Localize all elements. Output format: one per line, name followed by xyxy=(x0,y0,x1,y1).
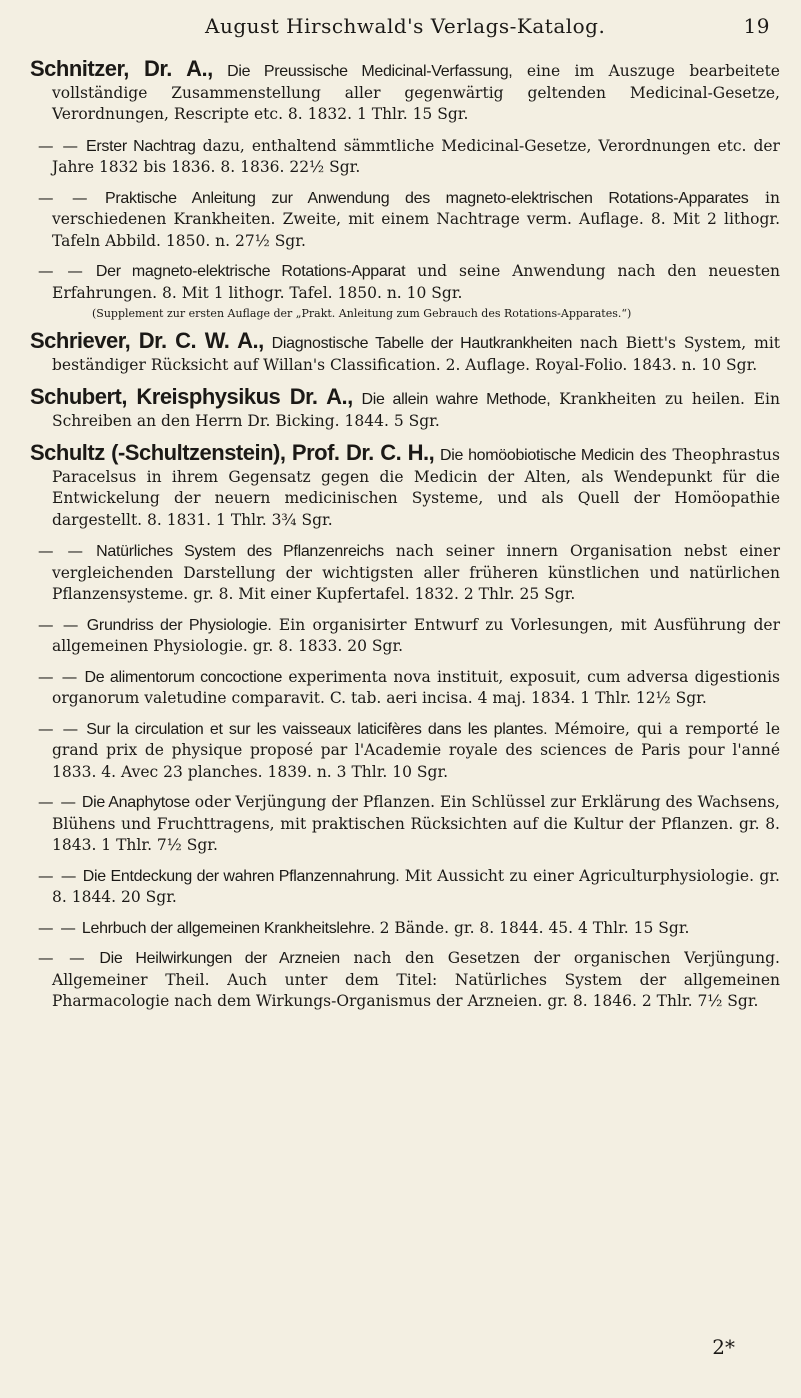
entry-repeat-dash: — — xyxy=(38,262,84,280)
entry-text: des Theophrastus Paracelsus in ihrem Gegensatz gegen die Medicin der Alten, als Wendepunkt für die Entwickelung der neuern medicinischen Systeme, und als Quell der Homöopathie dargestellt. 8. 1831. 1 Thlr. 3¾ Sgr. xyxy=(52,446,780,529)
catalog-page xyxy=(30,0,780,1398)
entry-title: Grundriss der Physiologie. xyxy=(86,616,272,634)
catalog-entry xyxy=(30,136,780,179)
entry-repeat-dash: — — xyxy=(38,542,85,560)
entry-text: nach seiner innern Organisation nebst einer vergleichenden Darstellung der wichtigsten aller früheren künstlichen und natürlichen Pflanzensysteme. gr. 8. Mit einer Kupfertafel. 1832. 2 Thlr. 25 Sgr. xyxy=(52,542,780,603)
entry-text: Mit Aussicht zu einer Agriculturphysiologie. gr. 8. 1844. 20 Sgr. xyxy=(52,866,780,906)
catalog-entry xyxy=(30,866,780,909)
entry-title: Die Entdeckung der wahren Pflanzennahrung. xyxy=(82,867,400,885)
entry-title: Sur la circulation et sur les vaisseaux laticifères dans les plantes. xyxy=(86,720,548,738)
entry-note: (Supplement zur ersten Auflage der „Prakt. Anleitung zum Gebrauch des Rotations-Apparates.“) xyxy=(92,307,632,320)
entry-text: oder Verjüngung der Pflanzen. Ein Schlüssel zur Erklärung des Wachsens, Blühens und Fruchttragens, mit praktischen Rücksichten auf die Kultur der Pflanzen. gr. 8. 1843. 1 Thlr. 7½ Sgr. xyxy=(52,793,780,854)
entry-text: Mémoire, qui a remporté le grand prix de physique proposé par l'Academie royale des sciences de Paris pour l'anné 1833. 4. Avec 23 planches. 1839. n. 3 Thlr. 10 Sgr. xyxy=(52,719,780,781)
entry-repeat-dash: — — xyxy=(38,719,80,738)
entry-repeat-dash: — — xyxy=(38,188,89,207)
catalog-entry xyxy=(30,261,780,321)
entry-list xyxy=(30,58,780,1022)
entry-title: De alimentorum concoctione xyxy=(84,668,283,686)
entry-text: Krankheiten zu heilen. Ein Schreiben an den Herrn Dr. Bicking. 1844. 5 Sgr. xyxy=(52,390,780,430)
entry-author: Schnitzer, Dr. A., xyxy=(30,56,213,81)
entry-text: 2 Bände. gr. 8. 1844. 45. 4 Thlr. 15 Sgr. xyxy=(379,918,690,937)
running-title: August Hirschwald's Verlags-Katalog. xyxy=(205,14,606,38)
catalog-entry xyxy=(30,615,780,658)
entry-title: Die Preussische Medicinal-Verfassung, xyxy=(227,63,513,80)
catalog-entry xyxy=(30,719,780,784)
entry-text: nach den Gesetzen der organischen Verjüngung. Allgemeiner Theil. Auch unter dem Titel: Natürliches System der allgemeinen Pharmacologie nach dem Wirkungs-Organismus der Arzneien. gr. 8. 1846. 2 Thlr. 7½ Sgr. xyxy=(52,949,780,1010)
catalog-entry xyxy=(30,948,780,1013)
entry-text: dazu, enthaltend sämmtliche Medicinal-Gesetze, Verordnungen etc. der Jahre 1832 bis 1836. 8. 1836. 22½ Sgr. xyxy=(52,136,780,176)
entry-repeat-dash: — — xyxy=(38,136,79,155)
page-number: 19 xyxy=(743,14,770,38)
catalog-entry xyxy=(30,58,780,126)
catalog-entry xyxy=(30,541,780,606)
entry-title: Lehrbuch der allgemeinen Krankheitslehre. xyxy=(81,919,375,937)
entry-text: nach Biett's System, mit beständiger Rücksicht auf Willan's Classification. 2. Auflage. Royal-Folio. 1843. n. 10 Sgr. xyxy=(52,334,780,374)
catalog-entry xyxy=(30,188,780,253)
entry-text: in verschiedenen Krankheiten. Zweite, mit einem Nachtrage verm. Auflage. 8. Mit 2 lithogr. Tafeln Abbild. 1850. n. 27½ Sgr. xyxy=(52,188,780,250)
catalog-entry xyxy=(30,792,780,857)
page-header xyxy=(30,14,780,44)
entry-repeat-dash: — — xyxy=(38,667,79,686)
entry-repeat-dash: — — xyxy=(38,918,77,937)
entry-author: Schubert, Kreisphysikus Dr. A., xyxy=(30,384,353,409)
entry-author: Schriever, Dr. C. W. A., xyxy=(30,328,264,353)
entry-text: eine im Auszuge bearbeitete vollständige Zusammenstellung aller gegenwärtig geltenden Medicinal-Gesetze, Verordnungen, Rescripte etc. 8. 1832. 1 Thlr. 15 Sgr. xyxy=(52,62,780,123)
entry-text: experimenta nova instituit, exposuit, cum adversa digestionis organorum valetudine comparavit. C. tab. aeri incisa. 4 maj. 1834. 1 Thlr. 12½ Sgr. xyxy=(52,667,780,707)
entry-title: Die allein wahre Methode, xyxy=(361,391,551,408)
catalog-entry xyxy=(30,667,780,710)
entry-title: Die Anaphytose xyxy=(81,794,190,811)
signature-mark: 2* xyxy=(712,1335,735,1359)
catalog-entry xyxy=(30,442,780,531)
entry-author: Schultz (-Schultzenstein), Prof. Dr. C. H., xyxy=(30,440,435,465)
entry-repeat-dash: — — xyxy=(38,615,80,634)
entry-title: Diagnostische Tabelle der Hautkrankheiten xyxy=(271,335,573,352)
entry-repeat-dash: — — xyxy=(38,949,86,967)
catalog-entry xyxy=(30,918,780,940)
entry-title: Natürliches System des Pflanzenreichs xyxy=(96,543,384,560)
catalog-entry xyxy=(30,386,780,432)
catalog-entry xyxy=(30,330,780,376)
entry-title: Die homöobiotische Medicin xyxy=(440,447,634,464)
entry-text: und seine Anwendung nach den neuesten Erfahrungen. 8. Mit 1 lithogr. Tafel. 1850. n. 10 Sgr. xyxy=(52,262,780,302)
entry-title: Erster Nachtrag xyxy=(86,137,196,155)
entry-text: Ein organisirter Entwurf zu Vorlesungen, mit Ausführung der allgemeinen Physiologie. gr. 8. 1833. 20 Sgr. xyxy=(52,615,780,655)
entry-repeat-dash: — — xyxy=(38,793,77,811)
entry-repeat-dash: — — xyxy=(38,866,78,885)
entry-title: Die Heilwirkungen der Arzneien xyxy=(99,950,340,967)
entry-title: Praktische Anleitung zur Anwendung des magneto-elektrischen Rotations-Apparates xyxy=(105,189,749,207)
entry-title: Der magneto-elektrische Rotations-Apparat xyxy=(95,263,406,280)
